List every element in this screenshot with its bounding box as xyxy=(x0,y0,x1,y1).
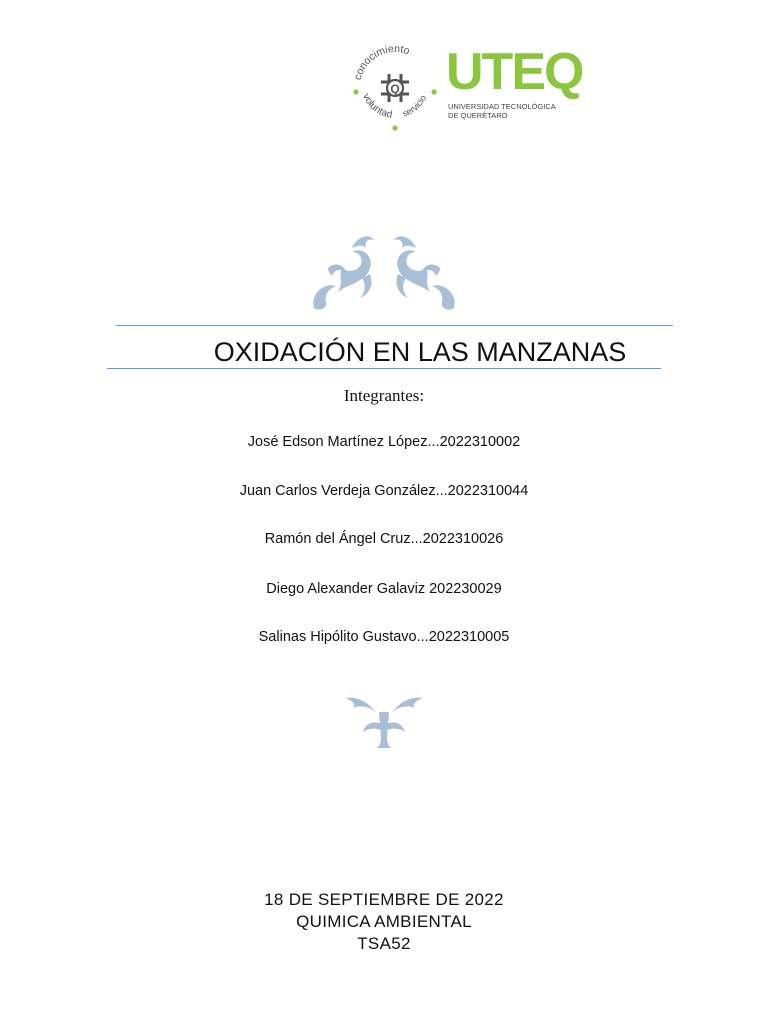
seal-center-letter: Q xyxy=(390,82,400,96)
uteq-subtitle xyxy=(448,102,556,120)
university-seal-icon xyxy=(348,40,442,134)
uteq-subtitle-line1: UNIVERSIDAD TECNOLÓGICA xyxy=(448,102,556,111)
seal-word-top: conocimiento xyxy=(351,42,411,82)
uteq-subtitle-line2: DE QUERÉTARO xyxy=(448,111,508,120)
uteq-wordmark: UTEQ xyxy=(446,43,583,101)
seal-word-bottom-right: servicio xyxy=(401,93,429,119)
floral-ornament-small-icon xyxy=(343,694,425,750)
footer-subject: QUIMICA AMBIENTAL xyxy=(296,912,472,931)
footer-date: 18 DE SEPTIEMBRE DE 2022 xyxy=(264,890,504,909)
footer-group: TSA52 xyxy=(357,934,411,953)
seal-word-bottom-left: voluntad xyxy=(360,92,394,121)
uteq-logo xyxy=(446,43,583,101)
member-item: Salinas Hipólito Gustavo...2022310005 xyxy=(258,629,510,645)
floral-ornament-icon xyxy=(308,228,460,314)
member-item: Diego Alexander Galaviz 202230029 xyxy=(266,581,502,597)
title-rule-bottom xyxy=(107,368,661,369)
member-item: José Edson Martínez López...2022310002 xyxy=(247,434,521,450)
members-label: Integrantes: xyxy=(343,386,425,405)
document-title: OXIDACIÓN EN LAS MANZANAS xyxy=(213,337,627,367)
member-item: Ramón del Ángel Cruz...2022310026 xyxy=(264,531,504,547)
svg-text:servicio xyxy=(401,93,428,118)
title-rule-top xyxy=(116,325,673,326)
member-item: Juan Carlos Verdeja González...2022310044 xyxy=(239,483,529,499)
